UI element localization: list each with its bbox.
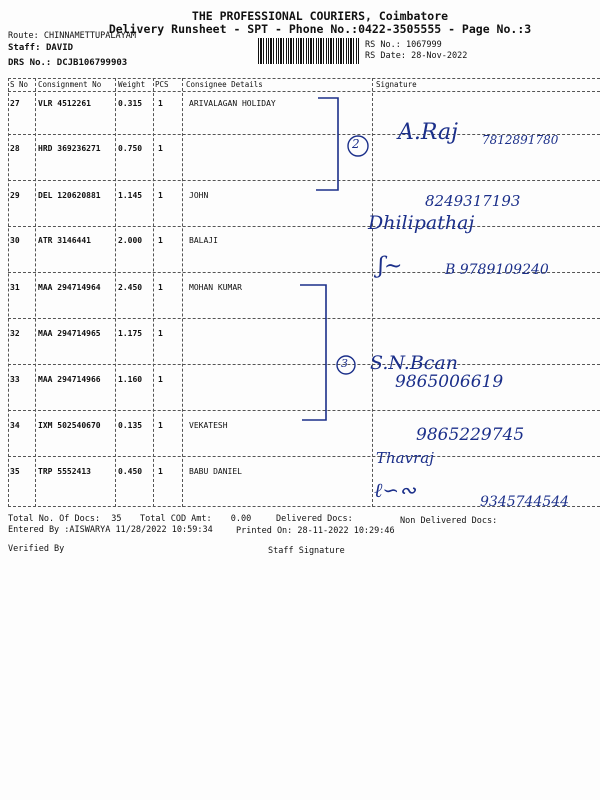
cell-sno: 33 [10, 375, 20, 384]
phone-row-35: 9345744544 [480, 494, 570, 510]
cell-weight: 1.175 [118, 329, 143, 338]
cell-pcs: 1 [158, 191, 163, 200]
cell-consignee: VEKATESH [189, 421, 228, 430]
cell-consignment: HRD 369236271 [38, 144, 101, 153]
rs-date-label: RS Date: [365, 51, 406, 61]
signature-row-30-mark: ʃ~ [378, 254, 403, 279]
cell-consignment: MAA 294714966 [38, 375, 101, 384]
cell-sno: 30 [10, 236, 20, 245]
cell-weight: 0.750 [118, 144, 143, 153]
drs-line [8, 58, 127, 68]
route-line [8, 31, 136, 41]
company-name: THE PROFESSIONAL COURIERS, Coimbatore [191, 9, 449, 23]
col-header-pcs: PCS [155, 80, 169, 89]
signature-row-34: Thavraj [376, 449, 434, 467]
col-header-signature: Signature [376, 80, 417, 89]
handwritten-brackets [300, 90, 380, 430]
table-top-border [8, 78, 600, 79]
cell-pcs: 1 [158, 421, 163, 430]
signature-row-32: S.N.Bcan [370, 352, 458, 374]
cell-weight: 1.160 [118, 375, 143, 384]
non-delivered-label: Non Delivered Docs: [400, 516, 498, 526]
cell-consignee: BALAJI [189, 236, 218, 245]
runsheet-title: Delivery Runsheet - SPT - Phone No.:0422-3505555 - Page No.:3 [108, 22, 532, 36]
col-divider [8, 78, 9, 507]
cell-consignee: BABU DANIEL [189, 467, 242, 476]
staff-value: DAVID [45, 43, 74, 53]
bracket-rows-27-28 [316, 98, 338, 190]
phone-row-32: 9865006619 [395, 372, 504, 392]
cell-weight: 0.450 [118, 467, 143, 476]
cell-sno: 28 [10, 144, 20, 153]
cell-weight: 0.135 [118, 421, 143, 430]
cell-consignment: MAA 294714965 [38, 329, 101, 338]
cell-consignment: ATR 3146441 [38, 236, 91, 245]
cell-consignee: JOHN [189, 191, 209, 200]
signature-row-29: Dhilipathaj [368, 212, 475, 234]
rs-no-label: RS No.: [365, 40, 401, 50]
drs-value: DCJB106799903 [56, 58, 128, 68]
drs-label: DRS No.: [8, 58, 52, 68]
cell-sno: 29 [10, 191, 20, 200]
cell-pcs: 1 [158, 144, 163, 153]
staff-label: Staff: [8, 43, 41, 53]
col-header-sno: S No [10, 80, 29, 89]
cod-value: 0.00 [230, 514, 252, 524]
route-label: Route: [8, 31, 39, 41]
cell-weight: 2.000 [118, 236, 143, 245]
cell-consignee: ARIVALAGAN HOLIDAY [189, 99, 276, 108]
cell-weight: 0.315 [118, 99, 143, 108]
phone-row-27: 7812891780 [482, 133, 559, 147]
cell-weight: 2.450 [118, 283, 143, 292]
rs-no-line [365, 40, 442, 50]
cod-line [140, 514, 251, 524]
circle-mark-3-text: 3 [341, 357, 348, 370]
signature-row-35-mark: ℓ∽∾ [374, 478, 416, 502]
barcode [258, 38, 360, 64]
verified-by: Verified By [8, 544, 65, 554]
signature-row-27: A.Raj [398, 120, 458, 145]
rs-no-value: 1067999 [405, 40, 442, 50]
route-value: CHINNAMETTUPALAYAM [43, 31, 136, 41]
circle-mark-2-text: 2 [352, 137, 360, 151]
cell-pcs: 1 [158, 467, 163, 476]
total-docs-label: Total No. Of Docs: [8, 514, 101, 524]
col-header-weight: Weight [118, 80, 146, 89]
phone-row-30: B 9789109240 [445, 262, 549, 278]
cell-consignment: VLR 4512261 [38, 99, 91, 108]
cod-label: Total COD Amt: [140, 514, 212, 524]
col-header-consignment: Consignment No [38, 80, 102, 89]
cell-consignee: MOHAN KUMAR [189, 283, 242, 292]
delivered-label: Delivered Docs: [276, 514, 353, 524]
cell-sno: 32 [10, 329, 20, 338]
col-header-consignee: Consignee Details [186, 80, 263, 89]
col-divider [182, 78, 183, 507]
cell-consignment: DEL 120620881 [38, 191, 101, 200]
col-divider [115, 78, 116, 507]
cell-pcs: 1 [158, 236, 163, 245]
cell-sno: 35 [10, 467, 20, 476]
cell-sno: 34 [10, 421, 20, 430]
phone-row-29: 8249317193 [425, 192, 521, 210]
cell-sno: 27 [10, 99, 20, 108]
entered-by: Entered By :AISWARYA 11/28/2022 10:59:34 [8, 525, 213, 535]
cell-pcs: 1 [158, 99, 163, 108]
cell-sno: 31 [10, 283, 20, 292]
cell-consignment: TRP 5552413 [38, 467, 91, 476]
row-divider [8, 456, 600, 457]
cell-pcs: 1 [158, 375, 163, 384]
col-divider [35, 78, 36, 507]
cell-weight: 1.145 [118, 191, 143, 200]
staff-line [8, 43, 73, 53]
rs-date-value: 28-Nov-2022 [411, 51, 468, 61]
cell-pcs: 1 [158, 283, 163, 292]
cell-pcs: 1 [158, 329, 163, 338]
bracket-rows-31-33 [300, 285, 326, 420]
cell-consignment: IXM 502540670 [38, 421, 101, 430]
printed-on: Printed On: 28-11-2022 10:29:46 [236, 526, 395, 536]
cell-consignment: MAA 294714964 [38, 283, 101, 292]
total-docs-value: 35 [111, 514, 122, 524]
totals-line [8, 514, 122, 524]
phone-row-34: 9865229745 [416, 425, 525, 445]
rs-date-line [365, 51, 467, 61]
staff-signature-label: Staff Signature [268, 546, 345, 556]
col-divider [153, 78, 154, 507]
